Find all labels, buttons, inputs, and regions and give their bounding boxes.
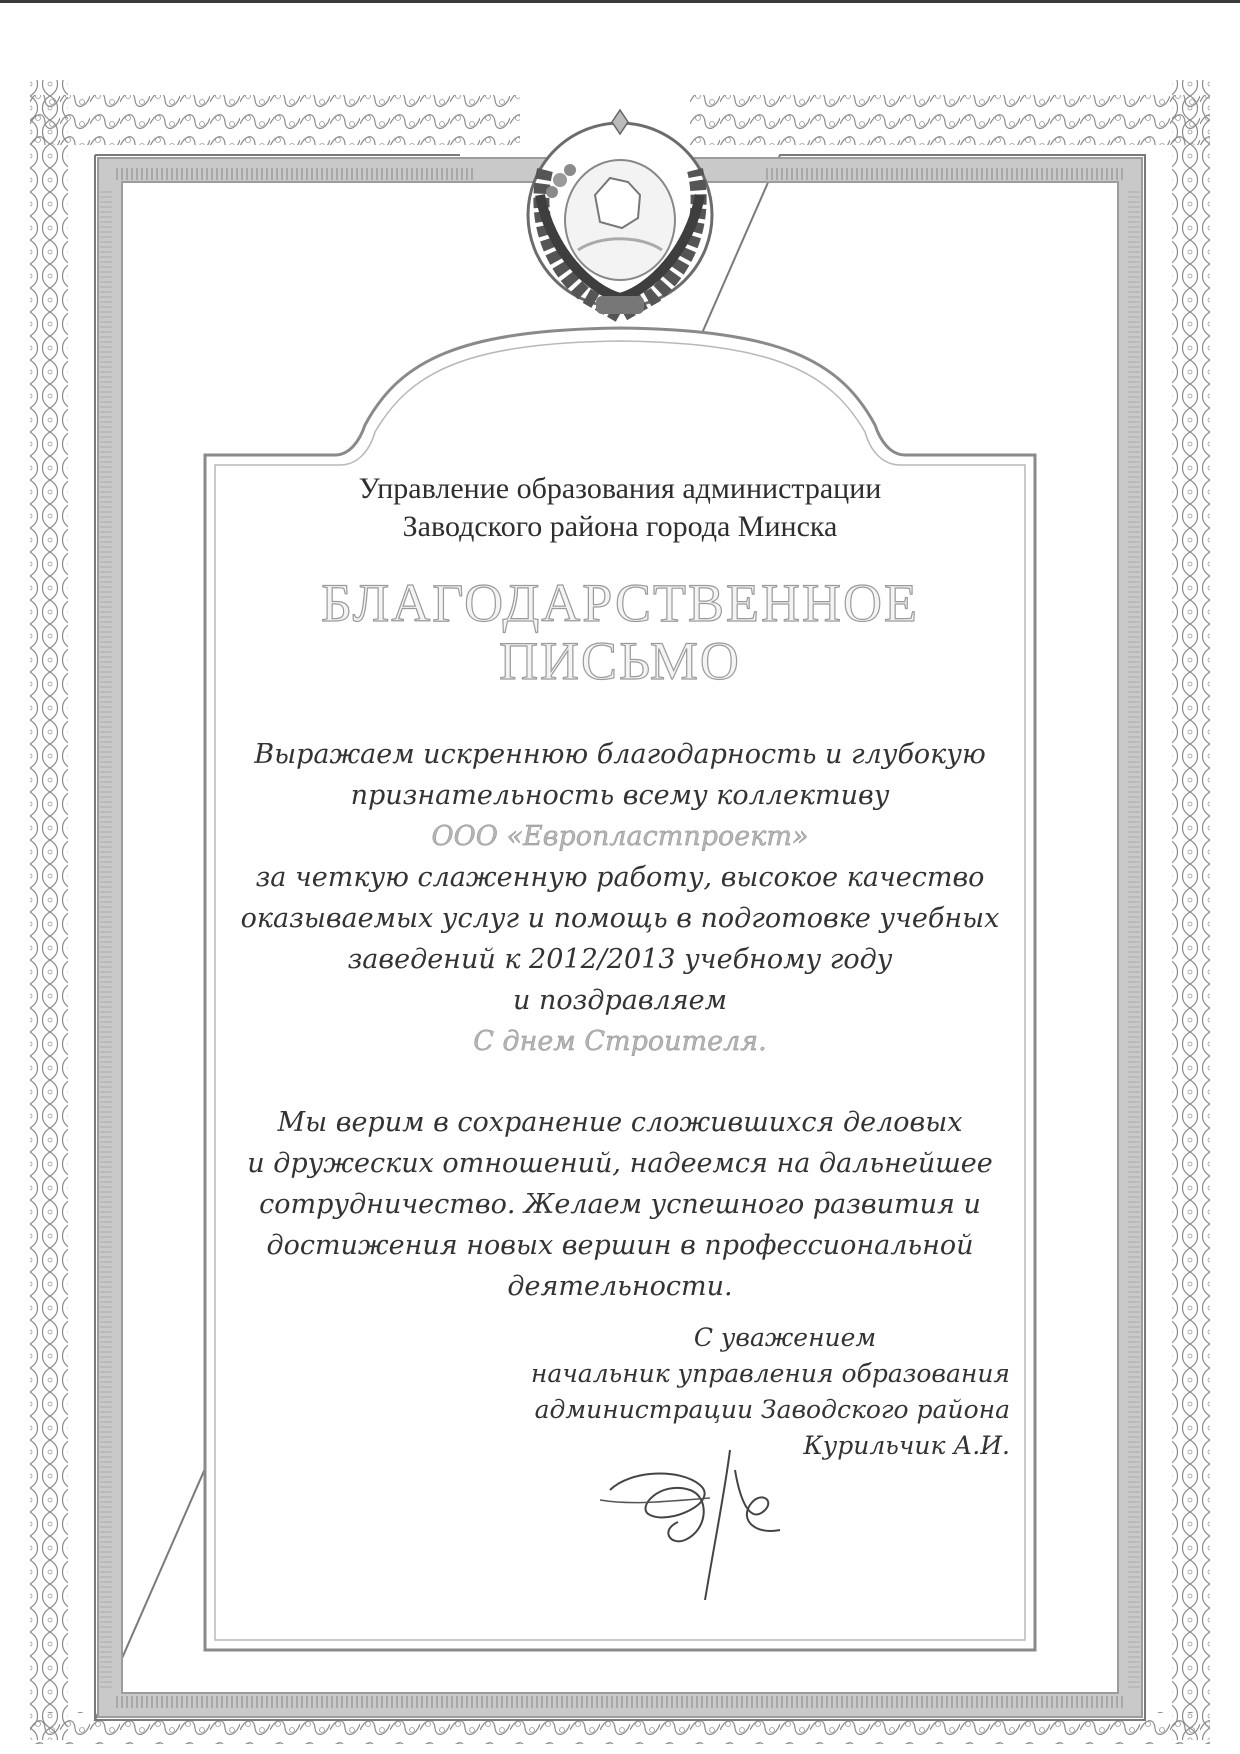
handwritten-signature bbox=[590, 1430, 800, 1610]
organization-line-1: Управление образования администрации bbox=[358, 472, 882, 505]
document-title bbox=[230, 574, 1010, 690]
title-line-2: ПИСЬМО bbox=[499, 631, 741, 691]
wishes-paragraph bbox=[230, 1102, 1010, 1307]
letter-content bbox=[230, 470, 1010, 1307]
body-line: за четкую слаженную работу, высокое качество bbox=[255, 862, 985, 893]
body-line: Выражаем искреннюю благодарность и глубокую bbox=[254, 739, 986, 770]
company-name: ООО «Европластпроект» bbox=[431, 821, 809, 852]
gratitude-paragraph bbox=[230, 734, 1010, 1062]
organization-line-2: Заводского района города Минска bbox=[402, 510, 838, 543]
body-line: сотрудничество. Желаем успешного развития и bbox=[259, 1189, 981, 1220]
closing-salutation: С уважением bbox=[693, 1323, 877, 1352]
signatory-title-line-1: начальник управления образования bbox=[530, 1359, 1010, 1388]
body-line: и поздравляем bbox=[513, 985, 727, 1016]
state-emblem-icon bbox=[500, 100, 740, 340]
holiday-line: С днем Строителя. bbox=[473, 1026, 767, 1057]
signatory-name: Курильчик А.И. bbox=[803, 1431, 1010, 1460]
body-line: признательность всему коллективу bbox=[350, 780, 890, 811]
body-line: достижения новых вершин в профессиональной bbox=[266, 1230, 974, 1261]
body-line: заведений к 2012/2013 учебному году bbox=[347, 944, 893, 975]
signatory-title-line-2: администрации Заводского района bbox=[534, 1395, 1010, 1424]
body-line: оказываемых услуг и помощь в подготовке учебных bbox=[240, 903, 1000, 934]
body-line: Мы верим в сохранение сложившихся деловых bbox=[277, 1107, 963, 1138]
body-line: и дружеских отношений, надеемся на дальнейшее bbox=[247, 1148, 993, 1179]
body-line: деятельности. bbox=[507, 1271, 733, 1302]
title-line-1: БЛАГОДАРСТВЕННОЕ bbox=[321, 573, 919, 633]
